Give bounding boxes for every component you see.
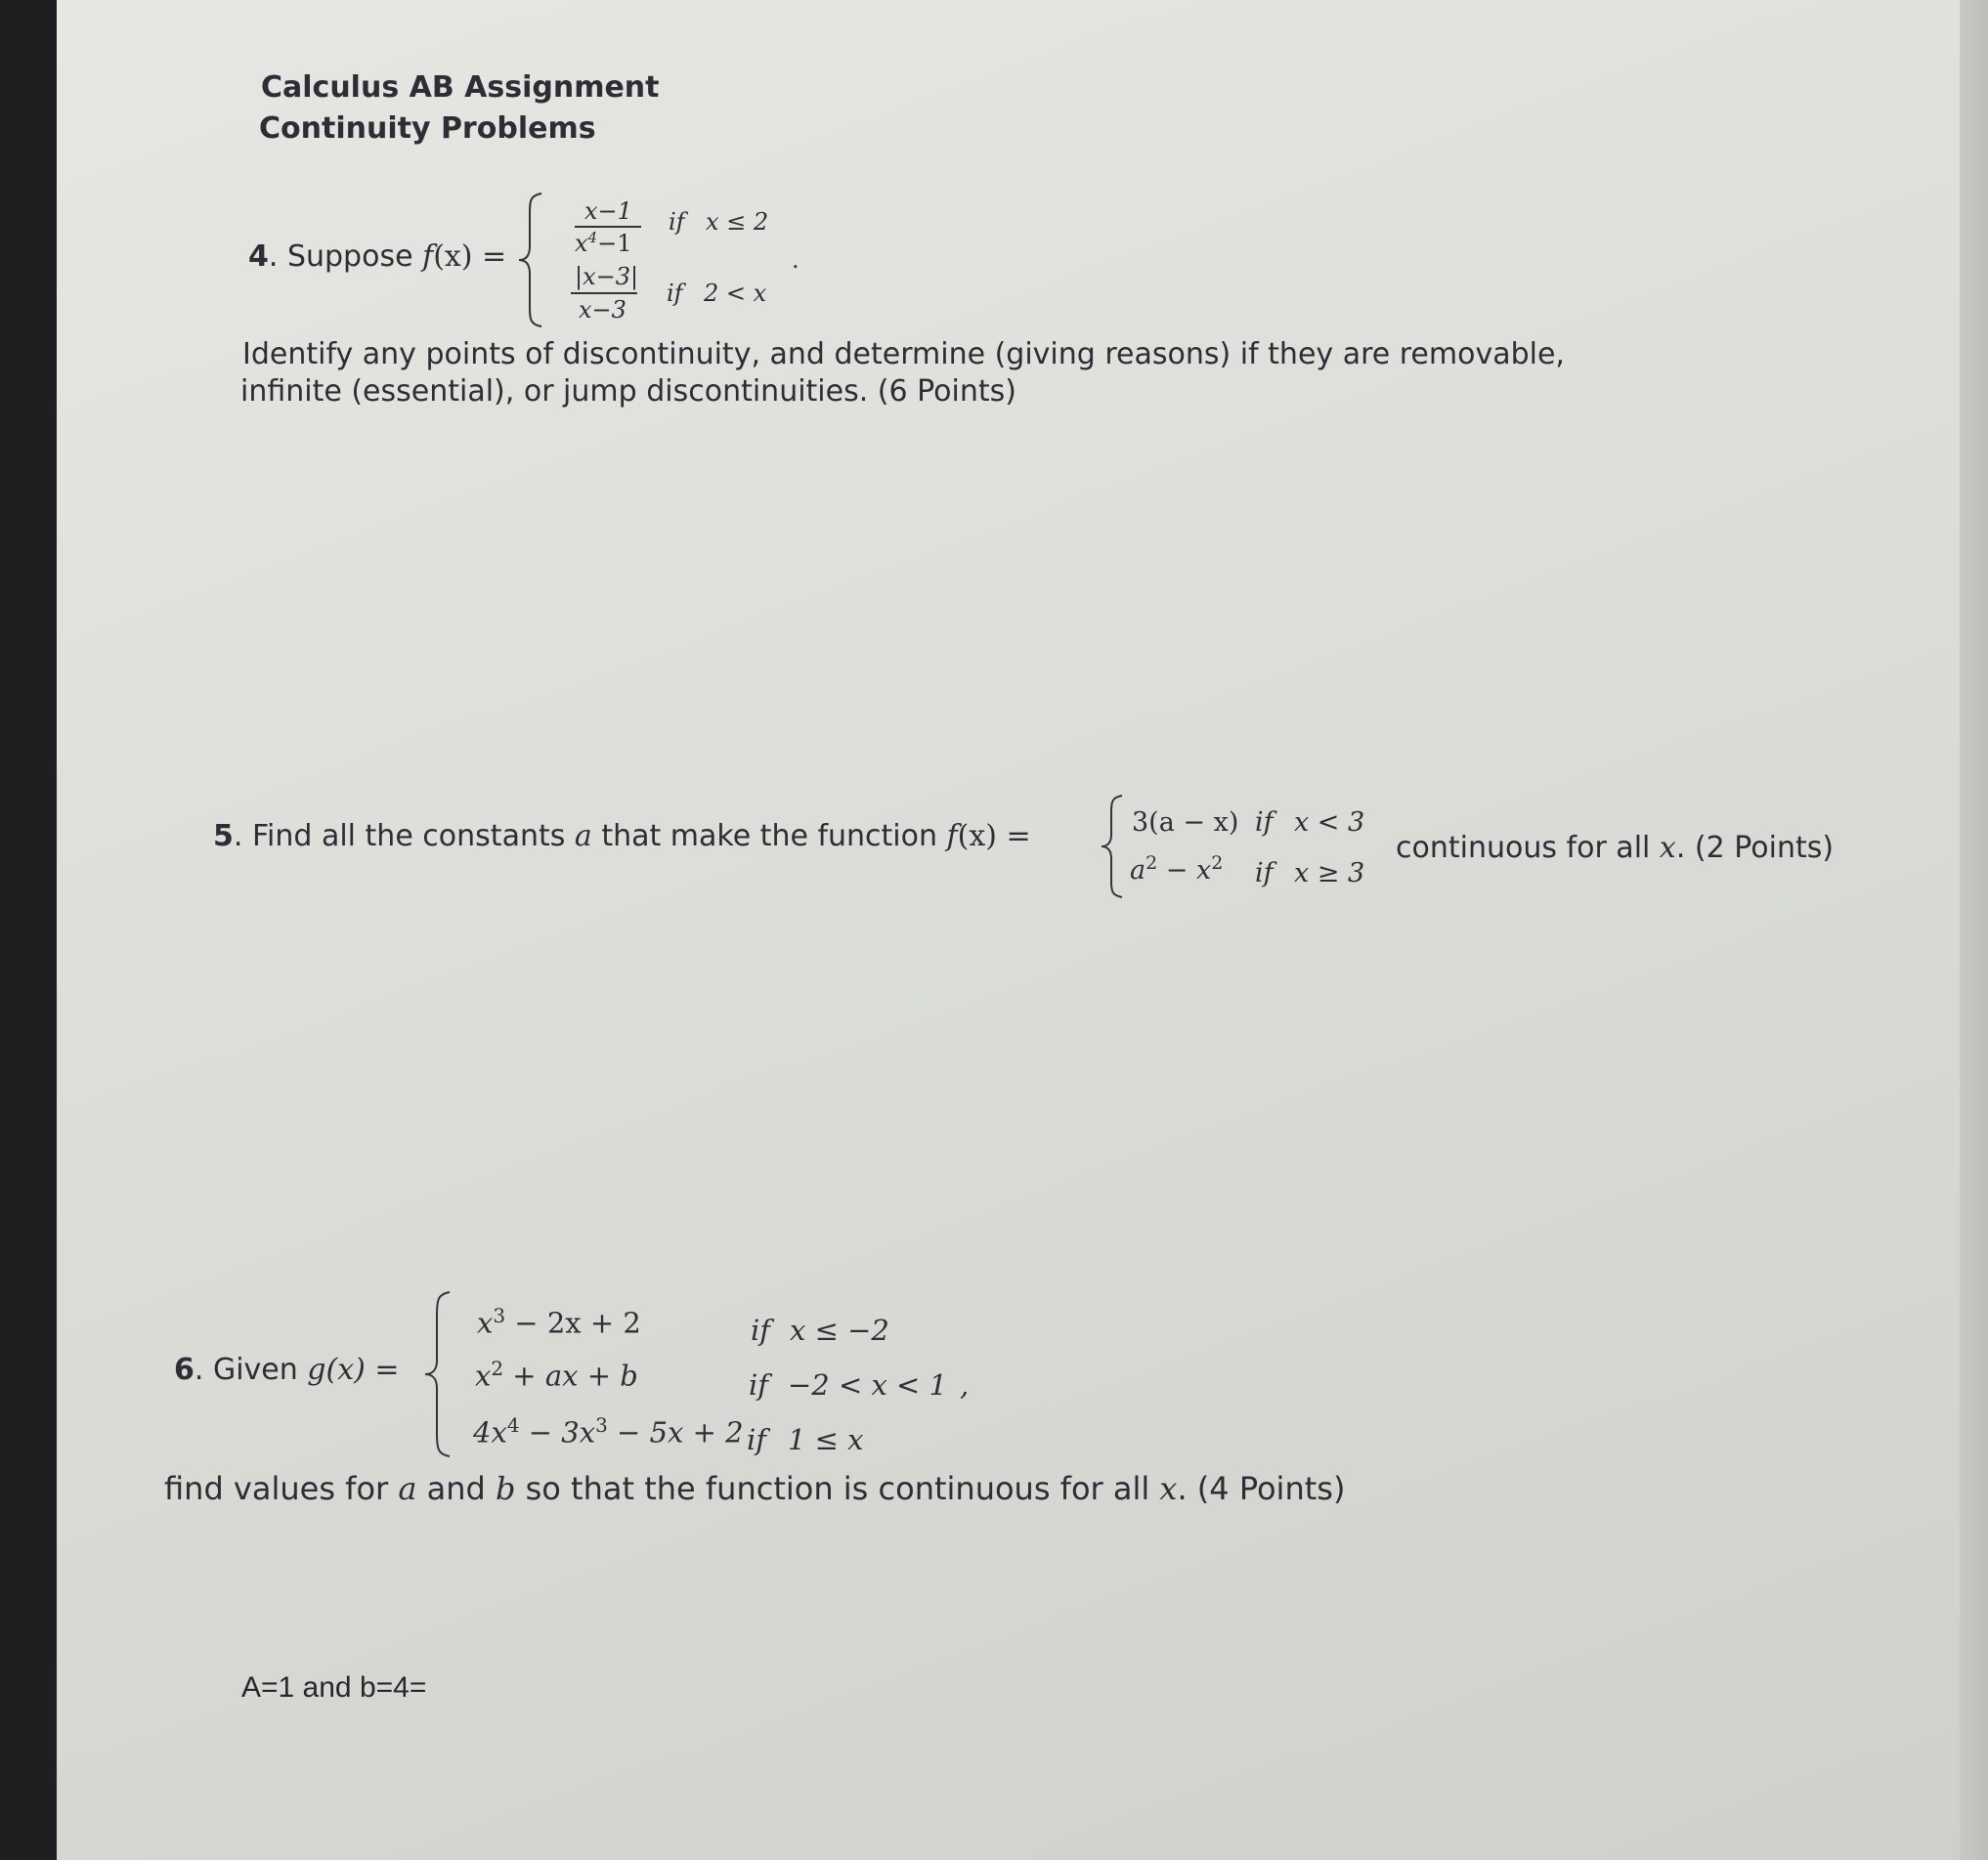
problem-6-find-and: and — [416, 1470, 496, 1507]
problem-4-instruction-line1: Identify any points of discontinuity, and determine (giving reasons) if they are removable, — [242, 337, 1565, 371]
problem-4-case2-fraction-bar — [571, 292, 637, 294]
answer-text: A=1 and b=4= — [241, 1671, 427, 1704]
problem-6-case2-if: if — [749, 1368, 769, 1402]
problem-5-var-a: a — [574, 819, 592, 853]
problem-4-fname: f — [422, 239, 434, 274]
problem-4-case1-condition: x ≤ 2 — [706, 208, 769, 236]
problem-5-lead — [213, 819, 1031, 853]
problem-5-tail-end: . (2 Points) — [1675, 831, 1835, 865]
problem-5-fname: f — [946, 819, 958, 853]
problem-6-case2-comma: , — [960, 1368, 970, 1402]
assignment-subtitle: Continuity Problems — [259, 111, 596, 146]
problem-6-lead-text: . Given — [194, 1353, 308, 1387]
problem-5-lead-text: . Find all the constants — [233, 819, 575, 853]
page-edge — [1960, 0, 1988, 1860]
assignment-title: Calculus AB Assignment — [261, 70, 660, 105]
problem-4-period: . — [792, 246, 800, 274]
problem-5-case2-condition: x ≥ 3 — [1294, 858, 1365, 888]
problem-6-var-b: b — [495, 1470, 516, 1507]
problem-5-brace — [1099, 794, 1126, 899]
problem-4-number: 4 — [248, 239, 269, 274]
problem-5-case2-if: if — [1255, 858, 1274, 888]
problem-6-case3-if: if — [747, 1423, 767, 1456]
problem-5-mid-text: that make the function — [591, 819, 947, 853]
problem-6-case3-condition: 1 ≤ x — [788, 1423, 864, 1456]
problem-4-brace — [516, 192, 545, 328]
problem-4-case1-numerator: x−1 — [584, 197, 632, 225]
problem-4-instruction-line2: infinite (essential), or jump discontinuities. (6 Points) — [240, 374, 1016, 409]
problem-6-number: 6 — [174, 1353, 194, 1387]
problem-5-number: 5 — [213, 819, 234, 853]
problem-5-tail-var: x — [1659, 831, 1676, 865]
problem-4-case2-if: if — [667, 280, 683, 307]
problem-4-case1-if: if — [669, 208, 685, 236]
problem-5-case1-if: if — [1255, 807, 1274, 838]
problem-5-case1-condition: x < 3 — [1294, 807, 1365, 838]
problem-5-tail — [1396, 831, 1834, 865]
problem-4-case2-numerator: |x−3| — [575, 263, 639, 290]
problem-4-arg: (x) = — [433, 239, 507, 274]
problem-6-gname: g(x) = — [307, 1353, 400, 1387]
problem-6-lead — [174, 1353, 400, 1387]
problem-6-case1-if: if — [751, 1314, 771, 1347]
problem-5-case1-expression: 3(a − x) — [1132, 807, 1239, 838]
worksheet-page — [57, 0, 1988, 1860]
problem-6-find-end: . (4 Points) — [1177, 1470, 1346, 1507]
problem-5-tail-text: continuous for all — [1396, 831, 1660, 865]
problem-6-find-a: find values for — [164, 1470, 399, 1507]
problem-6-brace — [422, 1290, 454, 1458]
problem-6-case3-expression: $4x^4 - 3x^3 - 5x + 2$ — [473, 1413, 744, 1449]
problem-4-case2-condition: 2 < x — [704, 280, 767, 307]
problem-4-lead-text: . Suppose — [268, 239, 423, 274]
problem-6-instruction — [164, 1470, 1345, 1507]
problem-6-find-mid: so that the function is continuous for all — [515, 1470, 1160, 1507]
problem-4-case1-denominator: $x^4-1$ — [575, 229, 632, 257]
problem-5-case2-expression: $a^2 - x^2$ — [1130, 852, 1224, 886]
problem-5-arg: (x) = — [957, 819, 1031, 853]
problem-6-case2-expression: $x^2$ + ax + b — [475, 1357, 638, 1393]
problem-6-case2-condition: −2 < x < 1 — [788, 1368, 948, 1402]
problem-4-case1-fraction-bar — [575, 226, 641, 228]
problem-6-case1-expression: $x^3 - 2x + 2$ — [477, 1304, 641, 1340]
problem-4-case2-denominator: x−3 — [579, 296, 627, 324]
problem-6-var-x: x — [1159, 1470, 1178, 1507]
problem-6-case1-condition: x ≤ −2 — [790, 1314, 889, 1347]
problem-4-lead — [248, 239, 506, 274]
problem-6-var-a: a — [398, 1470, 417, 1507]
